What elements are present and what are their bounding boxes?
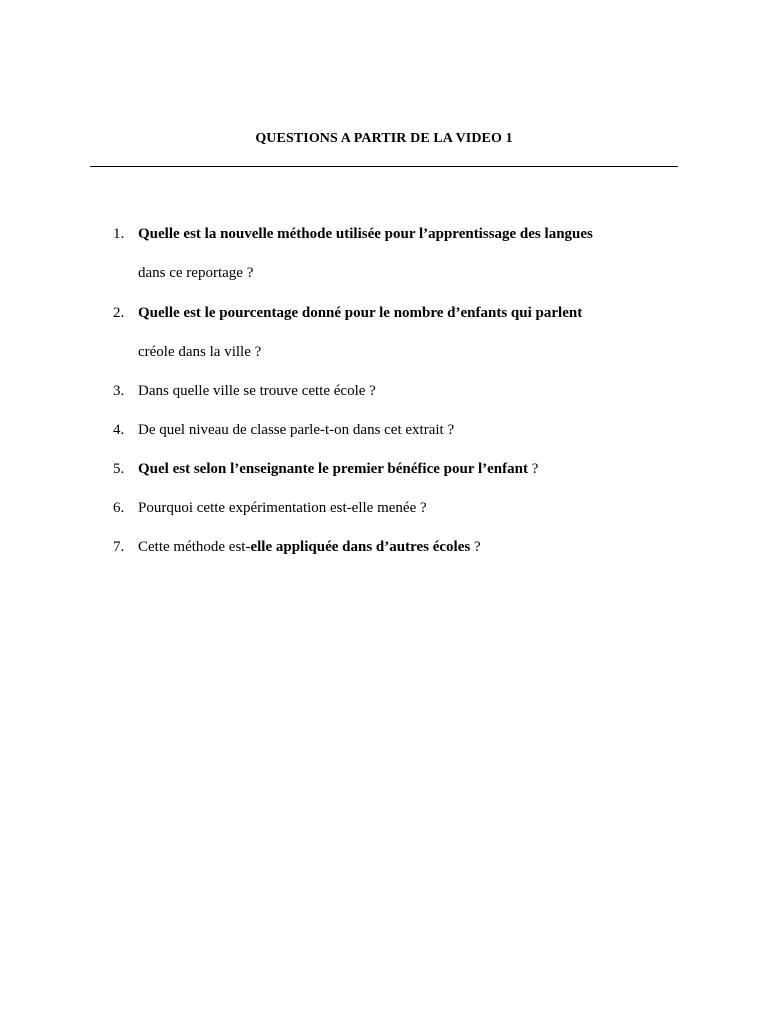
question-number: 2. <box>113 305 125 321</box>
question-line: Pourquoi cette expérimentation est-elle menée ? <box>138 500 427 516</box>
question-line: Dans quelle ville se trouve cette école ? <box>138 383 376 399</box>
question-line-continuation: créole dans la ville ? <box>138 344 262 360</box>
question-text <box>138 450 678 489</box>
question-number: 6. <box>113 500 125 516</box>
question-text <box>138 215 678 293</box>
question-line: Quelle est la nouvelle méthode utilisée pour l’apprentissage des langues <box>138 226 593 242</box>
question-text <box>138 294 678 372</box>
question-line <box>138 450 678 489</box>
question-prefix: Cette méthode est- <box>138 539 251 555</box>
document-title: QUESTIONS A PARTIR DE LA VIDEO 1 <box>255 131 513 146</box>
question-text <box>138 489 678 528</box>
question-number: 4. <box>113 422 125 438</box>
question-number: 5. <box>113 461 125 477</box>
question-number: 1. <box>113 226 125 242</box>
question-line: De quel niveau de classe parle-t-on dans cet extrait ? <box>138 422 455 438</box>
question-text <box>138 411 678 450</box>
question-number: 3. <box>113 383 125 399</box>
title-divider <box>90 166 678 167</box>
question-line <box>138 528 678 567</box>
question-line-continuation: dans ce reportage ? <box>138 265 254 281</box>
question-text <box>138 528 678 567</box>
question-text <box>138 372 678 411</box>
question-bold-part: Quel est selon l’enseignante le premier bénéfice pour l’enfant <box>138 461 528 477</box>
question-number: 7. <box>113 539 125 555</box>
question-suffix: ? <box>470 539 481 555</box>
question-bold-part: elle appliquée dans d’autres écoles <box>250 539 471 555</box>
question-suffix: ? <box>527 461 539 477</box>
question-line: Quelle est le pourcentage donné pour le nombre d’enfants qui parlent <box>138 305 583 321</box>
